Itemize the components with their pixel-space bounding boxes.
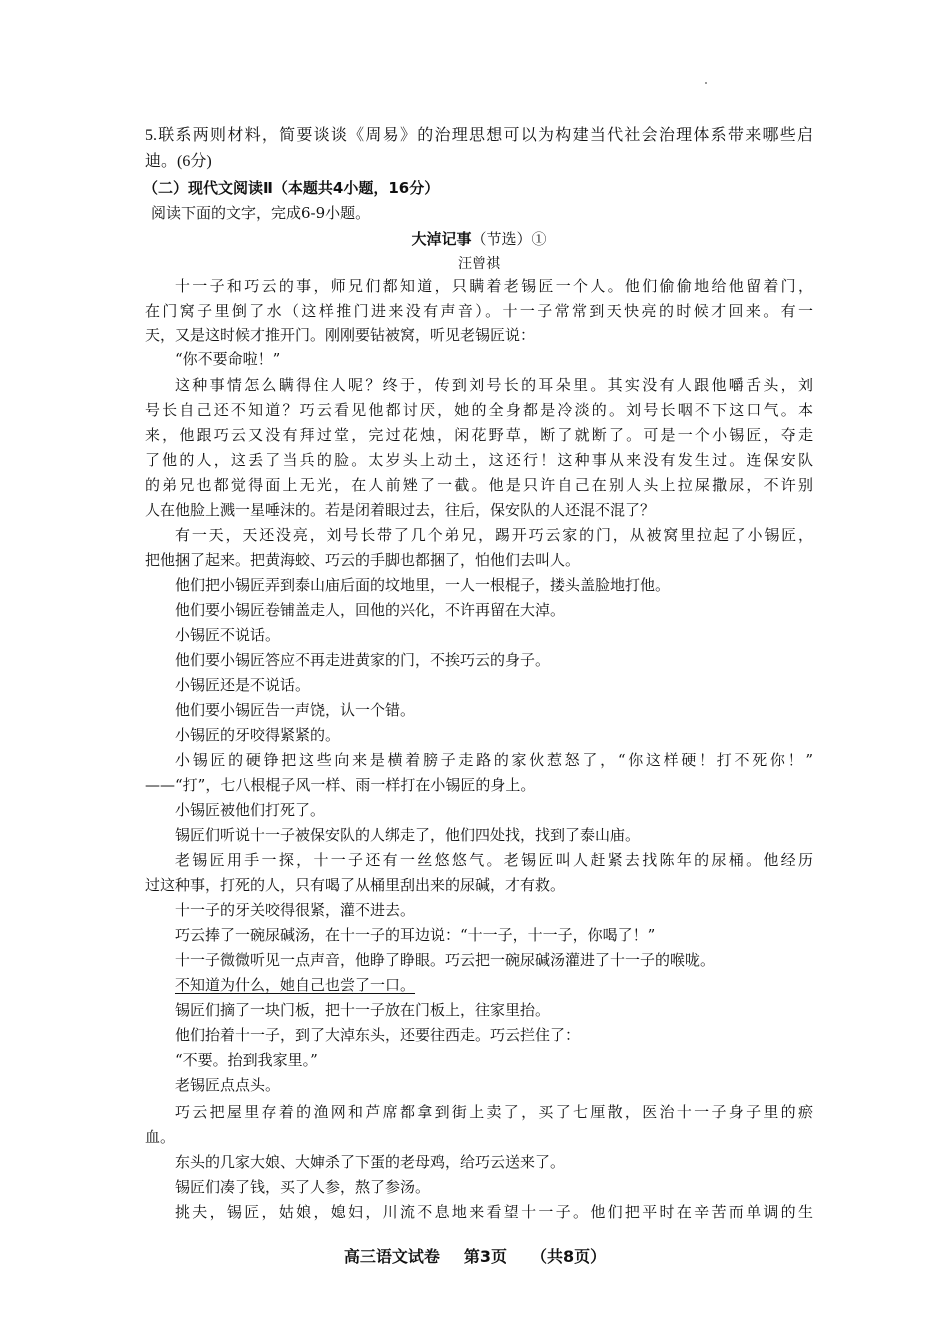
footer-page-number: 第3页 (463, 1247, 507, 1266)
text-line: 十一子微微听见一点声音，他睁了睁眼。巧云把一碗尿碱汤灌进了十一子的喉咙。 (175, 951, 716, 969)
text-line: 在门窝子里倒了水（这样推门进来没有声音）。十一子常常到天快亮的时候才回来。有一 (145, 302, 813, 320)
story-title-note: （节选）① (471, 230, 547, 248)
text-line: 小锡匠被他们打死了。 (175, 801, 326, 819)
story-title (145, 228, 813, 249)
text-line: 他们抬着十一子，到了大淖东头，还要往西走。巧云拦住了： (175, 1026, 581, 1044)
text-line: 老锡匠点点头。 (175, 1076, 281, 1094)
text-line: 锡匠们摘了一块门板，把十一子放在门板上，往家里抬。 (175, 1001, 551, 1019)
text-line: 他们把小锡匠弄到泰山庙后面的坟地里，一人一根棍子，搂头盖脸地打他。 (175, 576, 671, 594)
text-line: 来，他跟巧云又没有拜过堂，完过花烛，闲花野草，断了就断了。可是一个小锡匠，夺走 (145, 426, 813, 444)
text-line: 号长自己还不知道？巧云看见他都讨厌，她的全身都是冷淡的。刘号长咽不下这口气。本 (145, 401, 813, 419)
text-line: 巧云把屋里存着的渔网和芦席都拿到街上卖了，买了七厘散，医治十一子身子里的瘀 (175, 1103, 813, 1121)
text-line: 十一子和巧云的事，师兄们都知道，只瞒着老锡匠一个人。他们偷偷地给他留着门， (175, 277, 813, 295)
underlined-sentence: 不知道为什么，她自己也尝了一口。 (175, 976, 416, 994)
question-5-line-1: 5.联系两则材料，简要谈谈《周易》的治理思想可以为构建当代社会治理体系带来哪些启 (145, 127, 813, 144)
footer-subject: 高三语文试卷 (343, 1247, 440, 1266)
text-line: 小锡匠的硬铮把这些向来是横着膀子走路的家伙惹怒了，“你这样硬！打不死你！” (175, 751, 813, 769)
text-line: 他们要小锡匠告一声饶，认一个错。 (175, 701, 416, 719)
text-line: 小锡匠的牙咬得紧紧的。 (175, 726, 341, 744)
page-footer (0, 1244, 950, 1267)
story-title-text: 大淖记事 (411, 230, 472, 248)
scan-speck (705, 82, 707, 84)
text-line: 血。 (145, 1128, 176, 1146)
text-line: 东头的几家大娘、大婶杀了下蛋的老母鸡，给巧云送来了。 (175, 1153, 566, 1171)
text-line: 老锡匠用手一探，十一子还有一丝悠悠气。老锡匠叫人赶紧去找陈年的尿桶。他经历 (175, 851, 813, 869)
section-heading: （二）现代文阅读Ⅱ（本题共4小题，16分） (143, 179, 440, 197)
question-5-line-2: 迪。(6分) (145, 153, 212, 170)
footer-total-pages: （共8页） (531, 1247, 607, 1266)
text-line: 挑夫，锡匠，姑娘，媳妇，川流不息地来看望十一子。他们把平时在辛苦而单调的生 (175, 1203, 813, 1221)
text-line: 过这种事，打死的人，只有喝了从桶里刮出来的尿碱，才有救。 (145, 876, 566, 894)
text-line: “不要。抬到我家里。” (175, 1051, 318, 1069)
text-line: 有一天，天还没亮，刘号长带了几个弟兄，踢开巧云家的门，从被窝里拉起了小锡匠， (175, 526, 813, 544)
text-line: ——“打”，七八根棍子风一样、雨一样打在小锡匠的身上。 (145, 776, 536, 794)
text-line: “你不要命啦！” (175, 350, 281, 368)
story-author: 汪曾祺 (458, 256, 500, 272)
text-line: 锡匠们听说十一子被保安队的人绑走了，他们四处找，找到了泰山庙。 (175, 826, 641, 844)
text-line: 把他捆了起来。把黄海蛟、巧云的手脚也都捆了，怕他们去叫人。 (145, 551, 581, 569)
text-line: 巧云捧了一碗尿碱汤，在十一子的耳边说：“十一子，十一子，你喝了！” (175, 926, 656, 944)
text-line: 小锡匠还是不说话。 (175, 676, 311, 694)
text-line: 人在他脸上溅一星唾沫的。若是闭着眼过去，往后，保安队的人还混不混了？ (145, 501, 656, 519)
text-line: 的弟兄也都觉得面上无光，在人前矬了一截。他是只许自己在别人头上拉屎撒尿，不许别 (145, 476, 813, 494)
text-line: 了他的人，这丢了当兵的脸。太岁头上动土，这还行！这种事从来没有发生过。连保安队 (145, 451, 813, 469)
underlined-text-line (145, 975, 415, 995)
text-line: 十一子的牙关咬得很紧，灌不进去。 (175, 901, 416, 919)
text-line: 天，又是这时候才推开门。刚刚要钻被窝，听见老锡匠说： (145, 326, 536, 344)
reading-instruction: 阅读下面的文字，完成6-9小题。 (151, 204, 371, 222)
text-line: 这种事情怎么瞒得住人呢？终于，传到刘号长的耳朵里。其实没有人跟他嚼舌头，刘 (175, 376, 813, 394)
text-line: 他们要小锡匠答应不再走进黄家的门，不挨巧云的身子。 (175, 651, 551, 669)
text-line: 小锡匠不说话。 (175, 626, 281, 644)
text-line: 锡匠们凑了钱，买了人参，熬了参汤。 (175, 1178, 431, 1196)
text-line: 他们要小锡匠卷铺盖走人，回他的兴化，不许再留在大淖。 (175, 601, 566, 619)
